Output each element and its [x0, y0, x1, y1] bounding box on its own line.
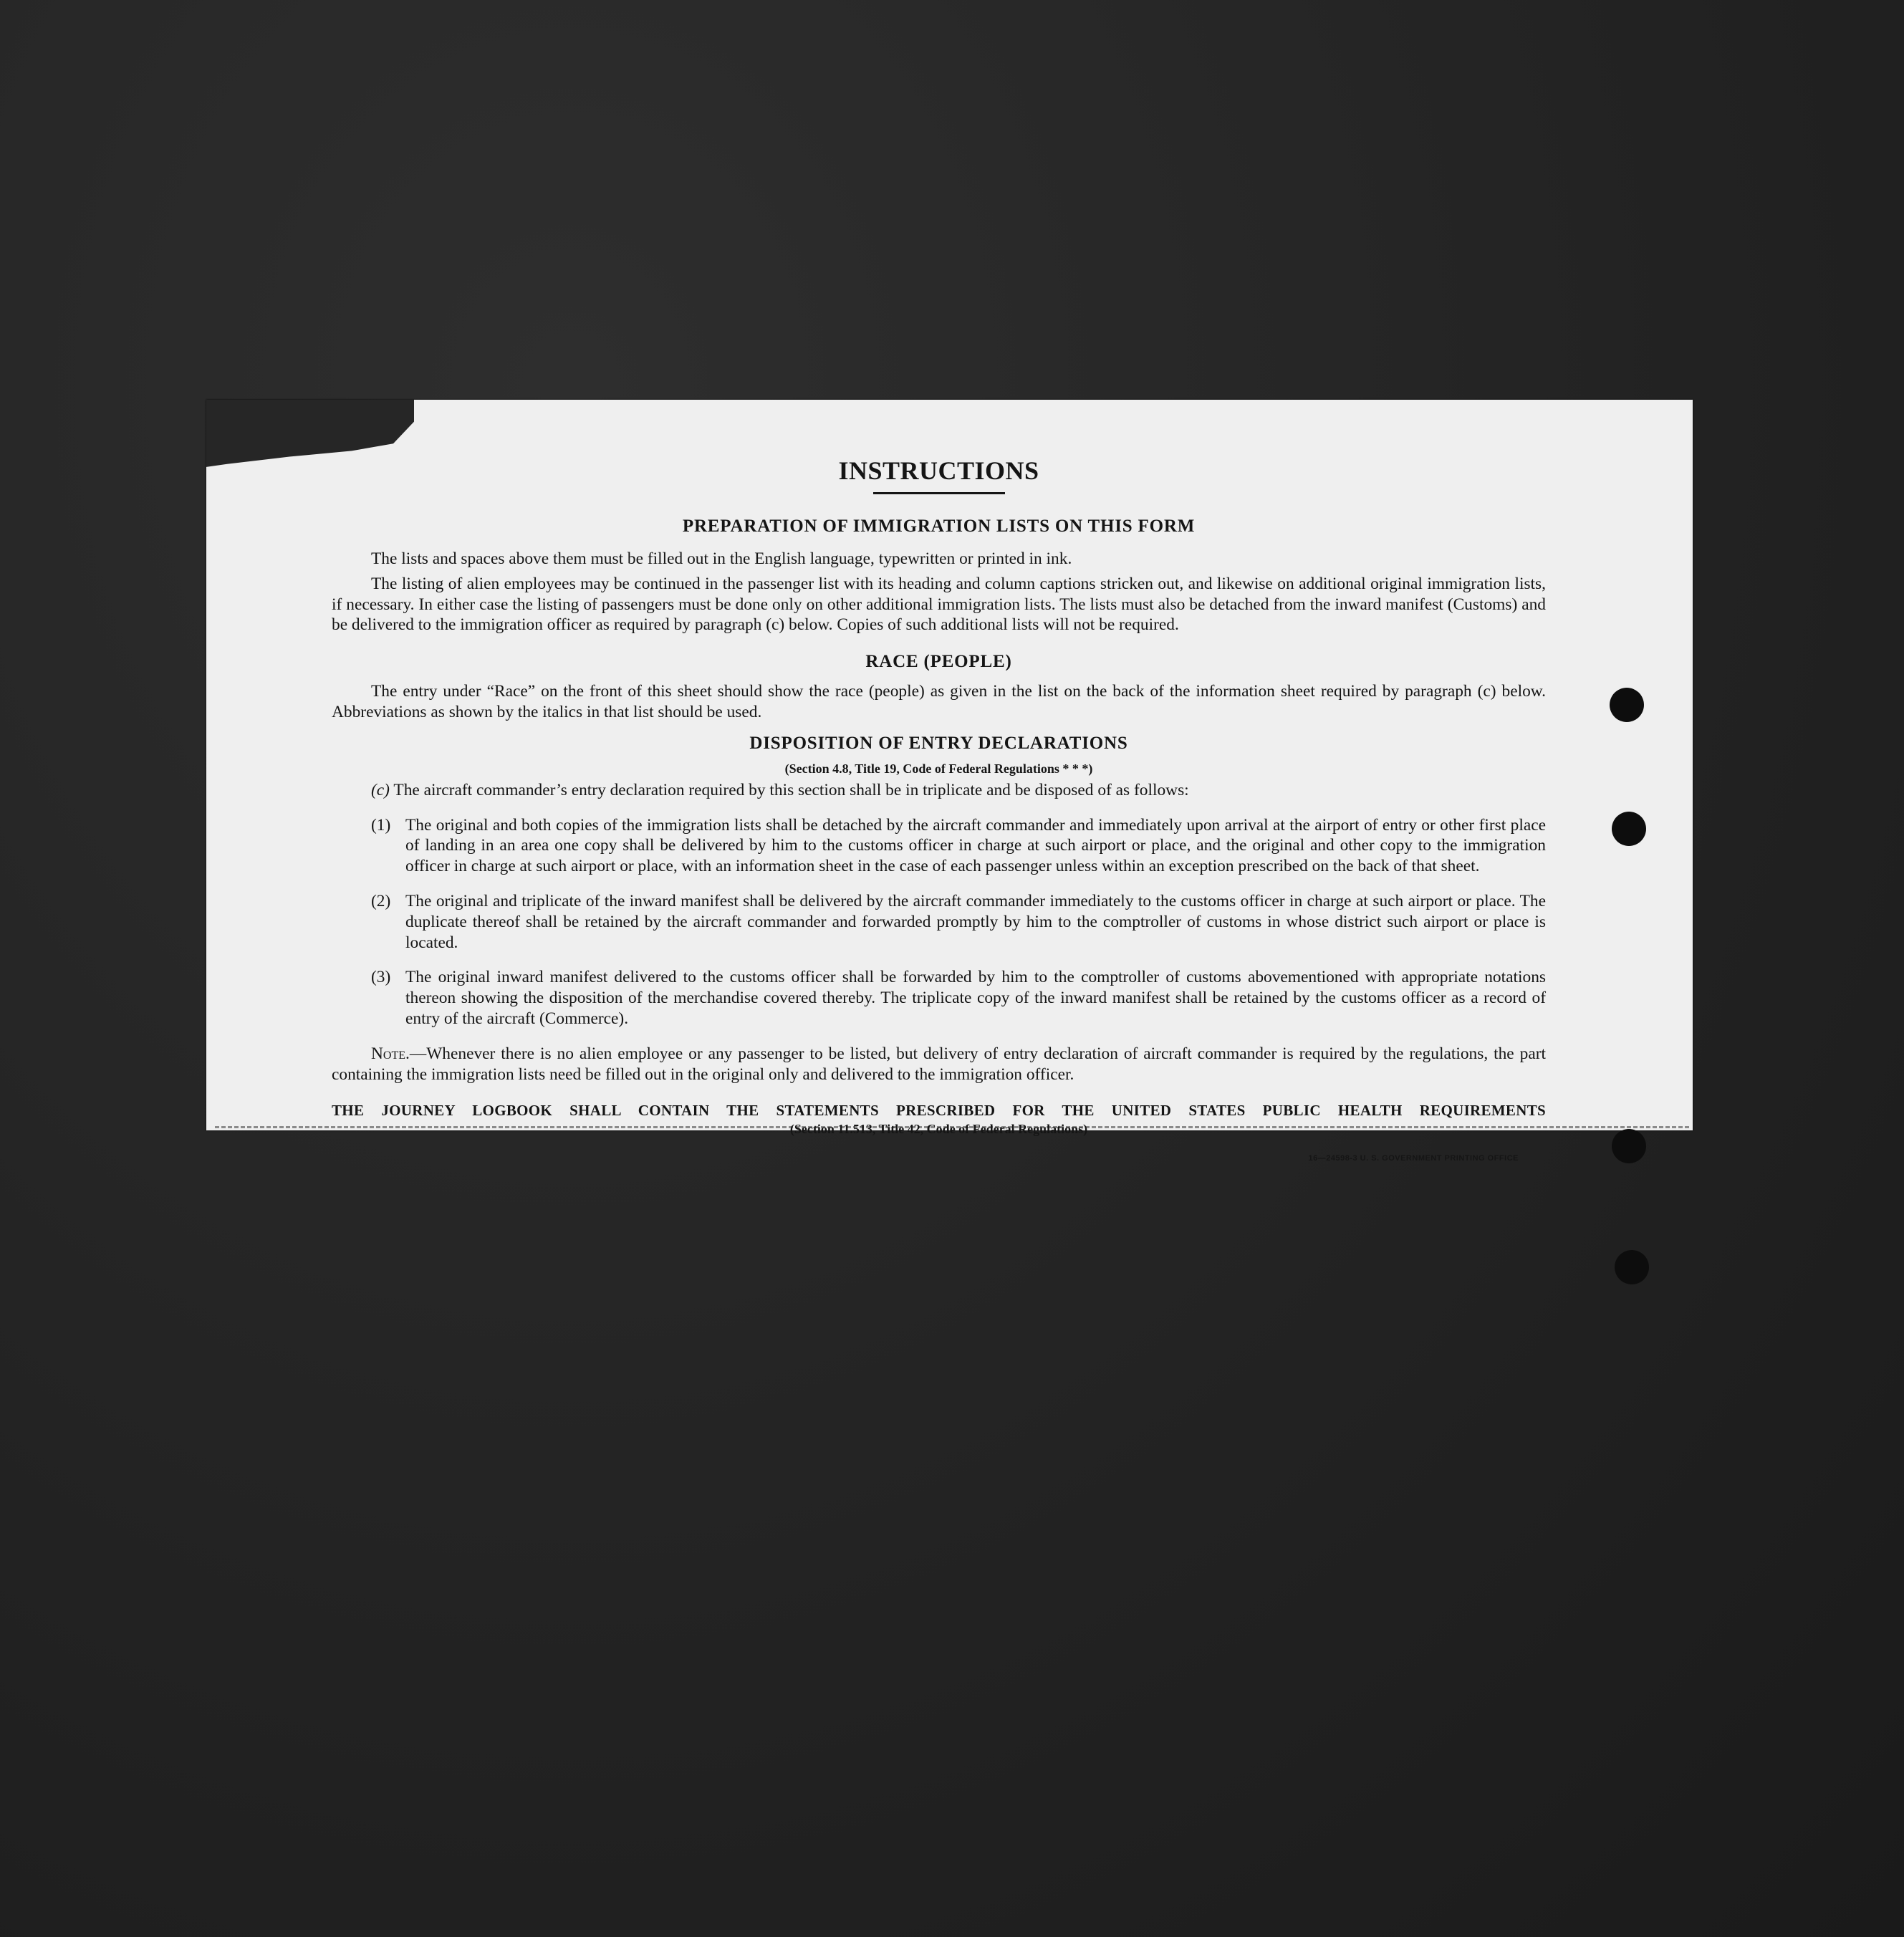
- punch-hole-4: [1615, 1250, 1649, 1284]
- note-text: —Whenever there is no alien employee or any passenger to be listed, but delivery of entry declaration of aircraft commander is required by the regulations, the part containing the immigration lists need be filled out in the original only and delivered to the immigration officer.: [332, 1044, 1546, 1084]
- paragraph-alien-employees: The listing of alien employees may be continued in the passenger list with its heading and column captions stricken out, and likewise on additional original immigration lists, if necessary. In either case the listing of passengers must be done only on other additional immigration lists. The lists must also be detached from the inward manifest (Customs) and be delivered to the immigration officer as required by paragraph (c) below. Copies of such additional lists will not be required.: [332, 574, 1546, 635]
- punch-hole-1: [1610, 688, 1644, 722]
- paragraph-language: The lists and spaces above them must be filled out in the English language, typewritten or printed in ink.: [371, 549, 1072, 568]
- list-item-3: [371, 967, 1546, 1029]
- section-heading-race: RACE (PEOPLE): [865, 652, 1012, 672]
- printer-imprint: 16—24598-3 U. S. GOVERNMENT PRINTING OFFICE: [1308, 1154, 1519, 1163]
- instructions-document: [332, 455, 1546, 1163]
- item-number: (1): [371, 815, 391, 835]
- note-paragraph: [332, 1044, 1546, 1085]
- section-heading-disposition: DISPOSITION OF ENTRY DECLARATIONS: [749, 733, 1128, 753]
- clause-label: (c): [371, 780, 390, 799]
- list-item-1: [371, 815, 1546, 877]
- section-heading-preparation: PREPARATION OF IMMIGRATION LISTS ON THIS FORM: [682, 516, 1196, 536]
- item-number: (3): [371, 968, 391, 987]
- health-requirements-statement: THE JOURNEY LOGBOOK SHALL CONTAIN THE STATEMENTS PRESCRIBED FOR THE UNITED STATES PUBLIC HEALTH REQUIREMENTS: [332, 1102, 1546, 1120]
- clause-c: [332, 780, 1546, 801]
- note-label: Note.: [371, 1044, 410, 1063]
- item-text: The original and triplicate of the inward manifest shall be delivered by the aircraft commander immediately to the customs officer in charge at such airport or place. The duplicate thereof shall be retained by the aircraft commander and forwarded promptly by him to the comptroller of customs in whose district such airport or place is located.: [405, 891, 1546, 952]
- item-text: The original and both copies of the immigration lists shall be detached by the aircraft commander and immediately upon arrival at the airport of entry or other first place of landing in an area one copy shall be delivered by him to the customs officer in charge at such airport or place, and the original and other copy to the immigration officer in charge at such airport or place, with an information sheet in the case of each passenger unless within an exception prescribed on the back of that sheet.: [405, 815, 1546, 876]
- disposition-citation: (Section 4.8, Title 19, Code of Federal Regulations * * *): [784, 761, 1093, 776]
- clause-text: The aircraft commander’s entry declaration required by this section shall be in triplicate and be disposed of as follows:: [393, 780, 1189, 799]
- item-text: The original inward manifest delivered to the customs officer shall be forwarded by him to the comptroller of customs abovementioned with appropriate notations thereon showing the disposition of the merchandise covered thereby. The triplicate copy of the inward manifest shall be retained by the customs officer as a record of entry of the aircraft (Commerce).: [405, 968, 1546, 1028]
- punch-hole-2: [1612, 812, 1646, 846]
- page-title: INSTRUCTIONS: [838, 456, 1039, 485]
- paragraph-race: The entry under “Race” on the front of this sheet should show the race (people) as given in the list on the back of the information sheet required by paragraph (c) below. Abbreviations as shown by the italics in that list should be used.: [332, 682, 1546, 721]
- health-requirements-citation: (Section 11.513, Title 42, Code of Federal Regulations): [789, 1122, 1088, 1137]
- punch-hole-3: [1612, 1129, 1646, 1163]
- item-number: (2): [371, 891, 391, 910]
- list-item-2: [371, 891, 1546, 953]
